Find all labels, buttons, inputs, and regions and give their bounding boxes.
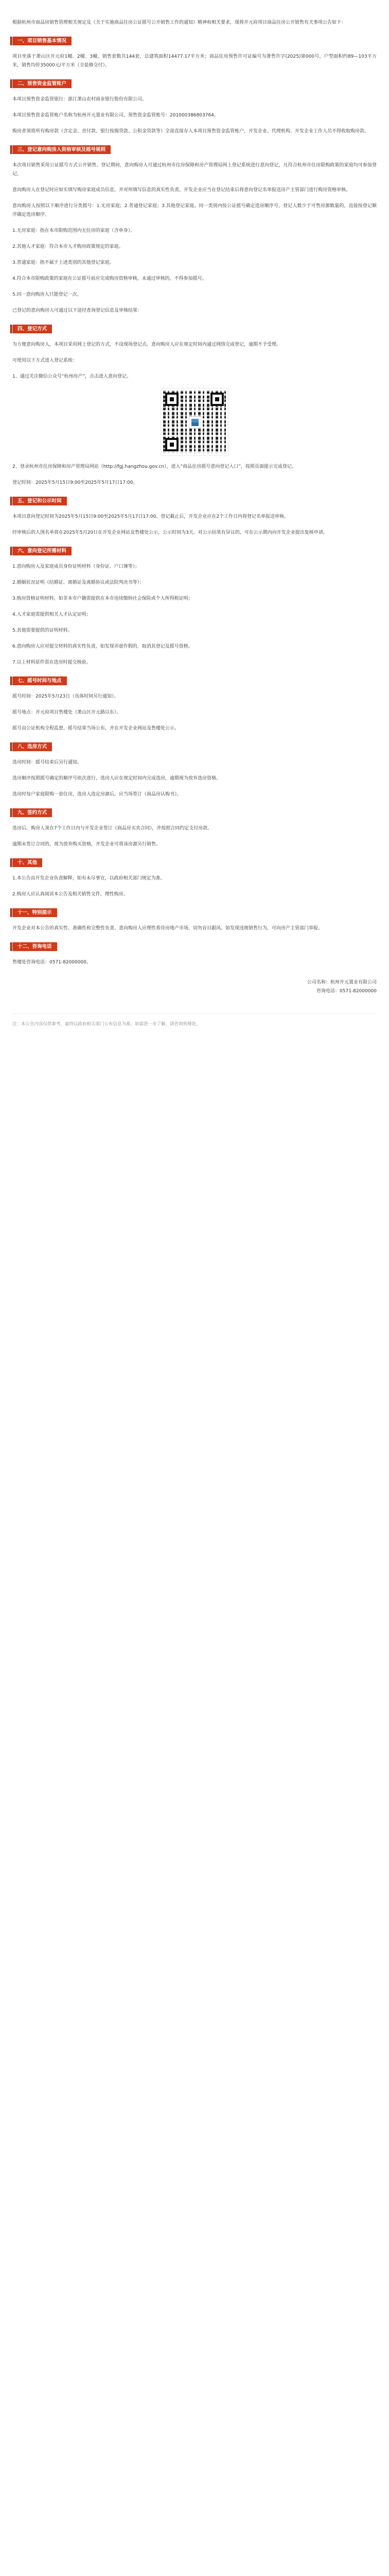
list-item: 3.购房资格证明材料，如非本市户籍需提供在本市连续缴纳社会保险或个人所得税证明；	[12, 596, 193, 601]
section-header: 二、预售资金监管账户	[12, 79, 72, 88]
section-paragraph: 售楼处咨询电话：0571-82000000。	[12, 960, 91, 965]
announcement-page	[0, 0, 389, 1049]
section-paragraph: 摇号地点：开元府项目售楼处（萧山区开元路以东）。	[12, 710, 121, 715]
list-item: 1.无房家庭：指在本市限购范围内无住房的家庭（含单身）。	[12, 228, 135, 233]
section-8	[12, 740, 377, 799]
section-6	[12, 545, 377, 667]
section-header: 六、意向登记所需材料	[12, 547, 72, 555]
section-10	[12, 856, 377, 899]
section-header: 七、摇号时间与地点	[12, 676, 67, 685]
top-spacer	[12, 0, 377, 19]
section-paragraph: 已登记的意向购房人可通过以下途径查询登记信息及审核结果：	[12, 308, 143, 313]
section-paragraph: 本项目预售资金监管账户名称为杭州开元置业有限公司，预售资金监管账号：201000386803764。	[12, 113, 219, 118]
section-paragraph: 摇号时间：2025年5月23日（具体时间另行通知）。	[12, 694, 119, 699]
section-3	[12, 143, 377, 315]
qr-finder-pattern	[210, 393, 224, 406]
section-paragraph: 摇号由公证机构全程监督，摇号结果当场公布，并在开发企业网站及售楼处公示。	[12, 726, 180, 731]
section-header: 四、登记方式	[12, 325, 52, 333]
section-9	[12, 806, 377, 849]
list-item: 4.符合本市限购政策的家庭在公证摇号前应完成购房资格审核，未通过审核的，不得参加摇号。	[12, 276, 207, 281]
list-item: 1.意向购房人及家庭成员身份证明材料（身份证、户口簿等）；	[12, 564, 140, 569]
list-item: 3.普通家庭：指不属于上述类别的其他登记家庭。	[12, 260, 114, 265]
section-paragraph: 逾期未签订合同的，视为放弃购买资格，开发企业可将该房源另行销售。	[12, 842, 161, 847]
list-item: 5.同一意向购房人只能登记一次。	[12, 292, 82, 297]
section-2	[12, 77, 377, 136]
qr-code-block	[12, 388, 377, 455]
section-paragraph: 2.购房人应认真阅读本公告及相关销售文件，理性购房。	[12, 892, 128, 897]
section-header: 九、签约方式	[12, 808, 52, 817]
company-name: 公司名称：杭州开元置业有限公司	[307, 980, 377, 985]
list-item: 5.其他需要提供的证明材料。	[12, 628, 73, 633]
section-header: 十二、咨询电话	[12, 942, 57, 951]
section-paragraph: 选房后，购房人须在7个工作日内与开发企业签订《商品房买卖合同》，并按照合同约定支付房款。	[12, 826, 213, 831]
footer-note	[12, 1013, 377, 1028]
intro-paragraph: 根据杭州市商品房销售管理相关规定及《关于实施商品住房公证摇号公开销售工作的通知》精神和相关要求，现将开元府项目商品住房公开销售有关事项公告如下：	[12, 20, 346, 25]
section-11	[12, 906, 377, 933]
section-paragraph: 本项目意向登记时间为2025年5月15日9:00至2025年5月17日17:00。登记截止后，开发企业应在2个工作日内将登记名单报送审核。	[12, 514, 289, 519]
section-header: 十一、特别提示	[12, 908, 57, 917]
list-item: 2.婚姻状况证明（结婚证、离婚证及离婚协议或法院判决书等）；	[12, 580, 145, 585]
qr-finder-pattern	[165, 393, 179, 406]
section-paragraph: 购房者须将所有购房款（含定金、首付款、银行按揭贷款、公积金贷款等）全部直接存入本项目预售资金监管账户，开发企业、代理机构、开发企业工作人员不得收取购房款。	[12, 129, 369, 134]
section-paragraph: 2、登录杭州市住房保障和房产管理局网站（http://fgj.hangzhou.gov.cn），进入“商品住房摇号意向登记入口”，按照页面提示完成登记。	[12, 464, 296, 469]
section-1	[12, 35, 377, 70]
section-paragraph: 1.本公告由开发企业负责解释，如有未尽事宜，以政府相关部门规定为准。	[12, 876, 165, 881]
section-header: 八、选房方式	[12, 742, 52, 751]
section-paragraph: 选房时每户家庭限购一套住房，选房人选定房源后，应当场签订《商品房认购书》。	[12, 792, 182, 797]
section-paragraph: 选房时间：摇号结束后另行通知。	[12, 760, 82, 765]
section-paragraph: 意向购房人在登记时应如实填写购房家庭成员信息，并对所填写信息的真实性负责。开发企业应当在登记结束后将意向登记名单报送房产主管部门进行购房资格审核。	[12, 188, 351, 193]
section-paragraph: 经审核后的入围名单将在2025年5月20日在开发企业网站及售楼处公示，公示时间为3天。对公示结果有异议的，可在公示期内向开发企业提出复核申请。	[12, 530, 328, 535]
section-paragraph: 可使用以下方式进入登记系统：	[12, 358, 78, 363]
section-paragraph: 项目坐落于萧山区开元府1幢、2幢、3幢，销售套数共144套，总建筑面积14477.17平方米；商品住房预售许可证编号为萧售许字(2025)第000号，户型面积约89—103平方米，销售均价35000元/平方米（全装修交付）。	[12, 54, 377, 68]
section-paragraph: 1、通过关注微信公众号“杭州房产”，点击进入意向登记。	[12, 374, 132, 379]
section-header: 十、其他	[12, 858, 42, 867]
section-header: 一、项目销售基本情况	[12, 37, 72, 45]
section-paragraph: 选房顺序按照摇号确定的顺序号依次进行，选房人应在规定时间内完成选房，逾期视为放弃选房资格。	[12, 776, 221, 781]
list-item: 2.其他人才家庭：符合本市人才购房政策规定的家庭。	[12, 244, 123, 249]
qr-logo-icon	[189, 416, 201, 429]
qr-code-image[interactable]	[161, 388, 228, 455]
list-item: 4.人才家庭需提供相关人才认定证明；	[12, 612, 91, 617]
section-paragraph: 本项目预售资金监管银行：浙江萧山农村商业银行股份有限公司。	[12, 97, 147, 102]
footer-text: 注：本公告内容仅供参考，最终以政府相关部门公布信息为准。如需进一步了解，请咨询售楼处。	[12, 1022, 201, 1027]
signature-block	[12, 978, 377, 996]
section-header: 五、登记和公示时间	[12, 497, 67, 505]
section-12	[12, 940, 377, 967]
section-paragraph: 为方便意向购房人，本项目采用网上登记的方式，不设现场登记点。意向购房人应在规定时间内通过网络完成登记，逾期不予受理。	[12, 342, 281, 347]
qr-finder-pattern	[165, 438, 179, 451]
section-5	[12, 495, 377, 537]
section-paragraph: 本次项目销售采用公证摇号方式公开销售。登记期间，意向购房人可通过杭州市住房保障和房产管理局网上登记系统进行意向登记，凡符合杭州市住房限购政策的家庭均可参加登记。	[12, 163, 377, 177]
section-4	[12, 323, 377, 487]
list-item: 6.意向购房人应对提交材料的真实性负责，如发现弄虚作假的，取消其登记及摇号资格。	[12, 644, 193, 649]
section-paragraph: 意向购房人按照以下顺序进行分类摇号：1.无房家庭；2.普通登记家庭；3.其他登记家庭。同一类别内按公证摇号确定选房顺序号，登记人数少于可售房源数量的，直接按登记顺序确定选房顺序。	[12, 204, 377, 217]
section-paragraph: 登记时间：2025年5月15日9:00至2025年5月17日17:00。	[12, 480, 138, 485]
section-header: 三、登记意向购房人资格审核及摇号规则	[12, 145, 111, 154]
section-7	[12, 674, 377, 733]
section-paragraph: 开发企业对本公告的真实性、准确性和完整性负责。意向购房人应理性看待房地产市场，切勿盲目跟风。如发现违规销售行为，可向房产主管部门举报。	[12, 926, 323, 931]
contact-phone: 咨询电话：0571-82000000	[316, 989, 377, 994]
list-item: 7.以上材料原件需在选房时提交核验。	[12, 660, 91, 665]
